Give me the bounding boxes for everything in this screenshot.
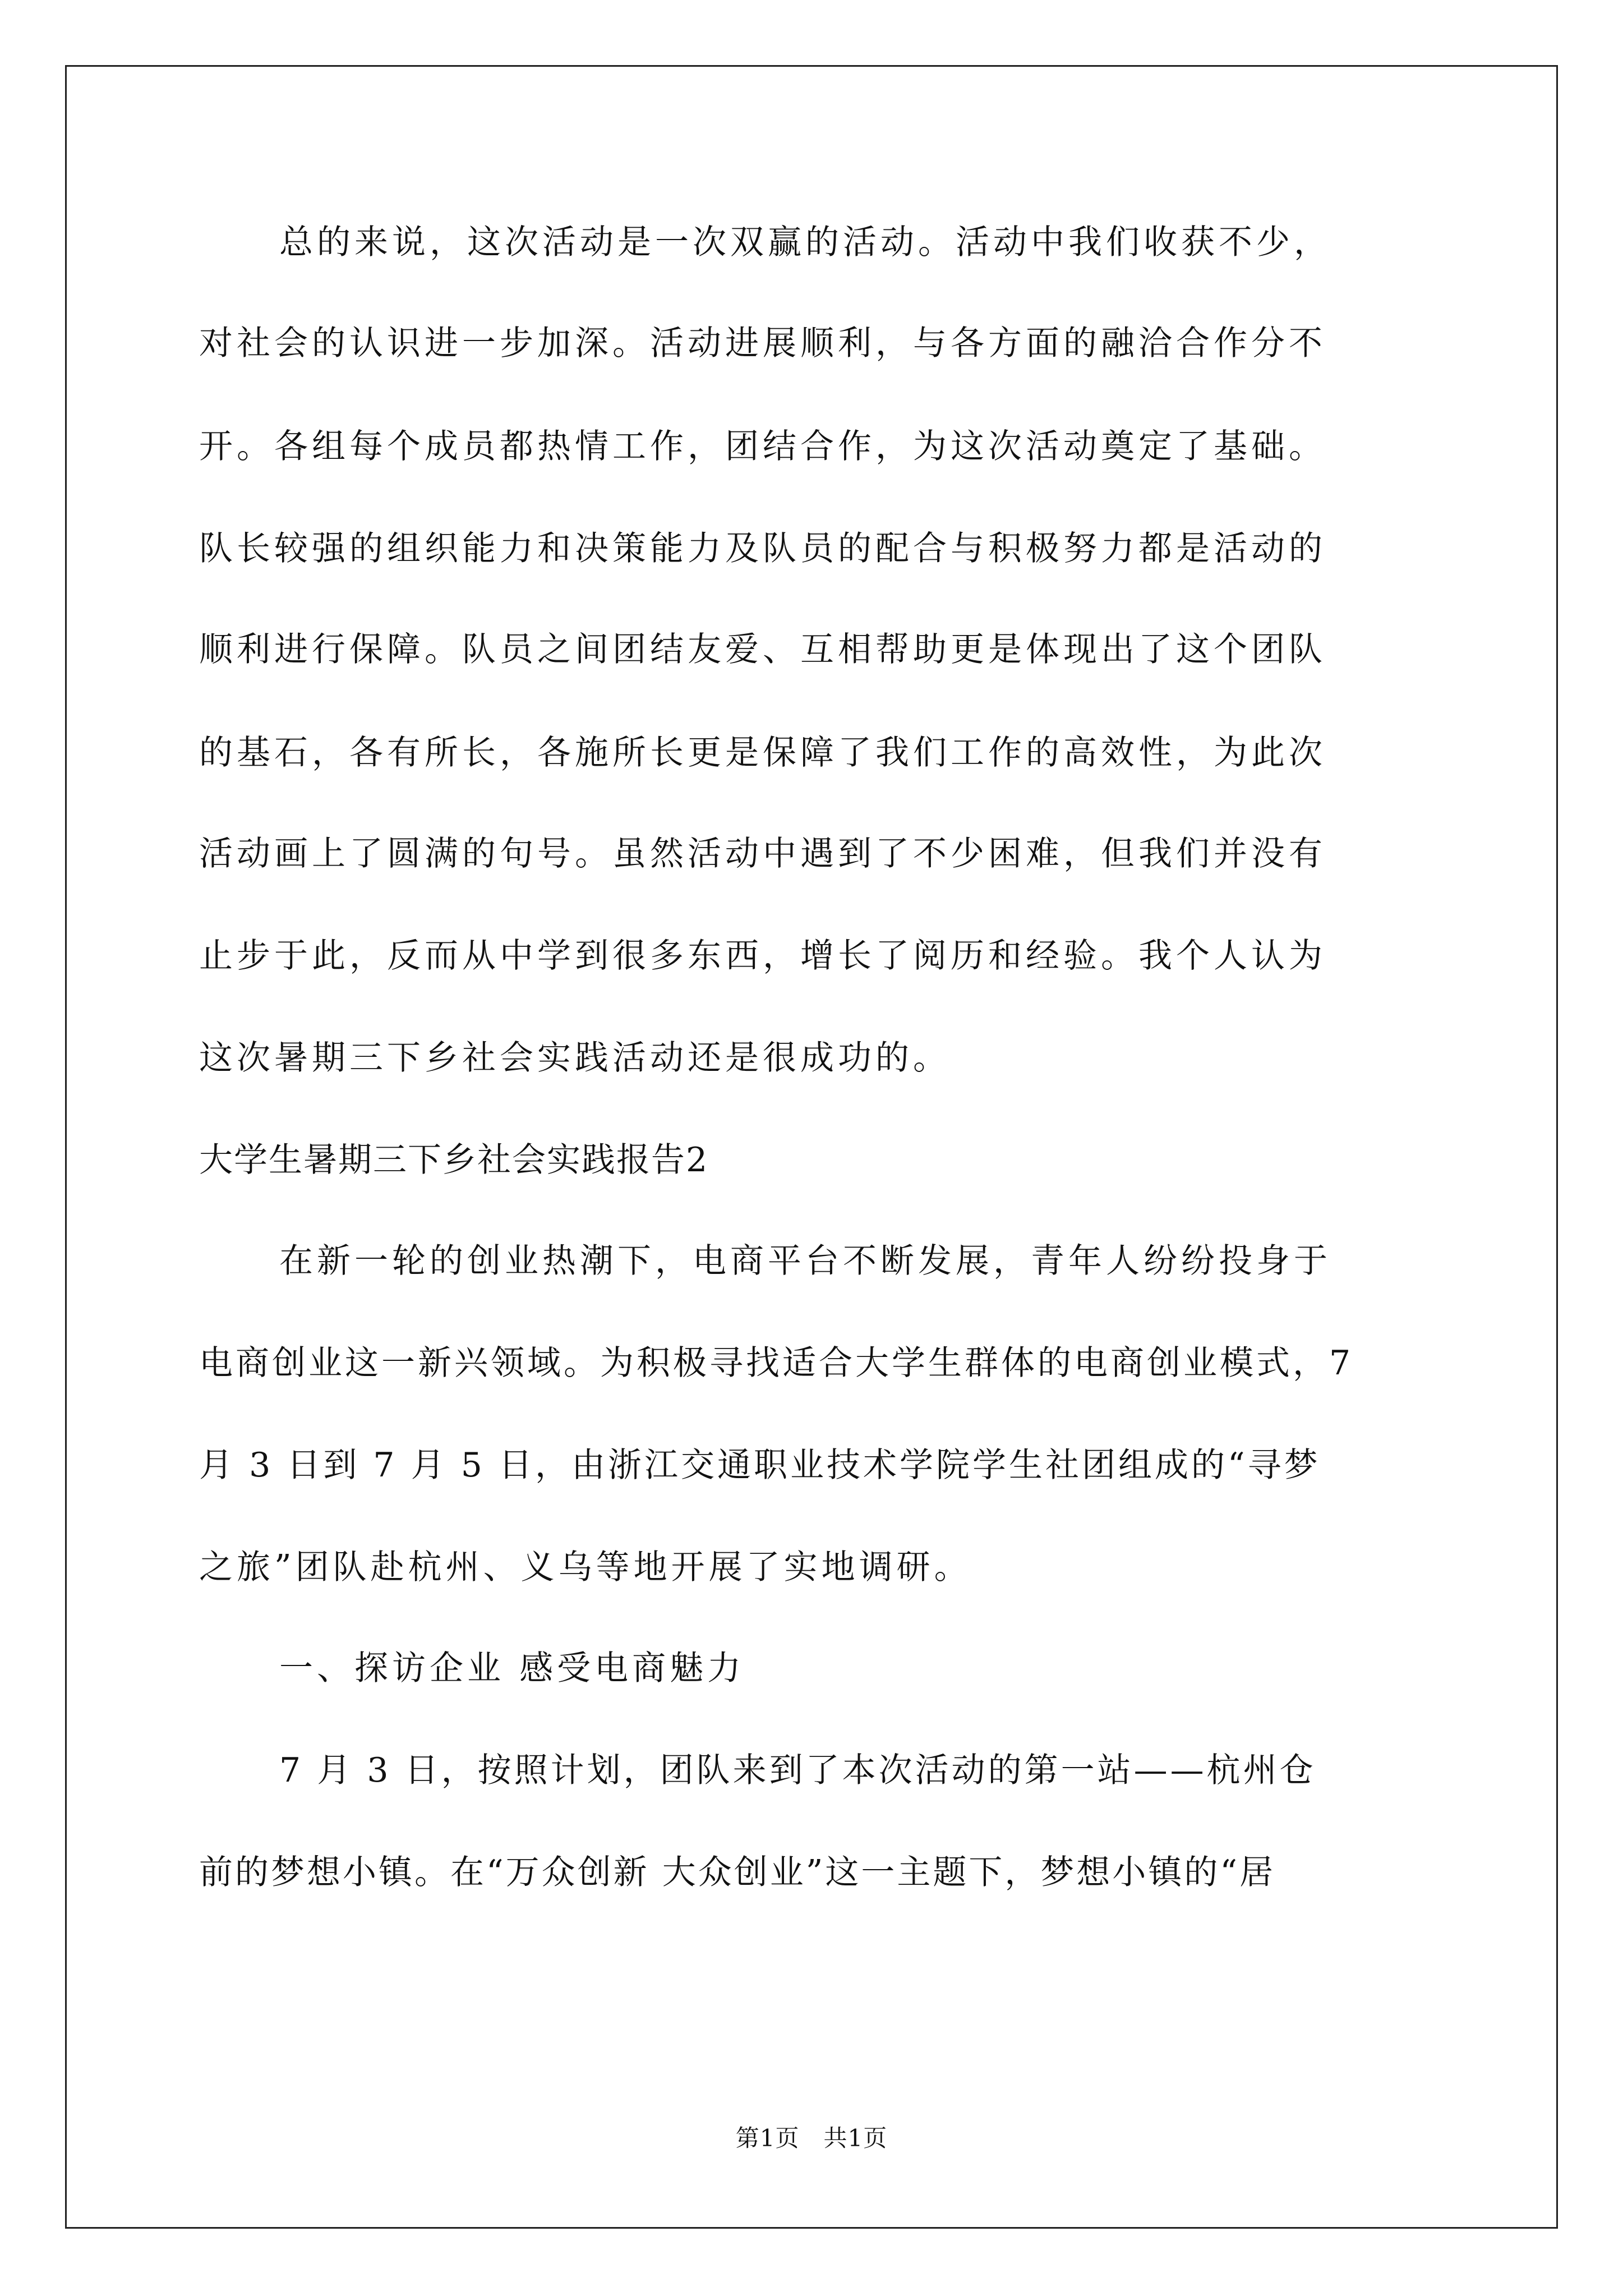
paragraph-2-line-1: 在新一轮的创业热潮下，电商平台不断发展，青年人纷纷投身于	[279, 1241, 1331, 1281]
paragraph-2-line-2: 电商创业这一新兴领域。为积极寻找适合大学生群体的电商创业模式，7	[199, 1343, 1354, 1383]
paragraph-1-line-3: 开。各组每个成员都热情工作，团结合作，为这次活动奠定了基础。	[199, 427, 1326, 466]
paragraph-3-line-1: 7 月 3 日，按照计划，团队来到了本次活动的第一站——杭州仓	[279, 1751, 1316, 1790]
paragraph-1-line-4: 队长较强的组织能力和决策能力及队员的配合与积极努力都是活动的	[199, 529, 1326, 568]
paragraph-1-line-8: 止步于此，反而从中学到很多东西，增长了阅历和经验。我个人认为	[199, 936, 1326, 976]
paragraph-1-line-7: 活动画上了圆满的句号。虽然活动中遇到了不少困难，但我们并没有	[199, 834, 1326, 873]
paragraph-3-line-2: 前的梦想小镇。在“万众创新 大众创业”这一主题下，梦想小镇的“居	[199, 1853, 1276, 1892]
paragraph-1-line-1: 总的来说，这次活动是一次双赢的活动。活动中我们收获不少，	[279, 223, 1331, 262]
paragraph-1-line-5: 顺利进行保障。队员之间团结友爱、互相帮助更是体现出了这个团队	[199, 630, 1326, 669]
paragraph-1-line-9: 这次暑期三下乡社会实践活动还是很成功的。	[199, 1038, 951, 1078]
page-footer: 第1页 共1页	[735, 2124, 888, 2152]
paragraph-1-line-6: 的基石，各有所长，各施所长更是保障了我们工作的高效性，为此次	[199, 733, 1326, 772]
paragraph-2-line-4: 之旅”团队赴杭州、义乌等地开展了实地调研。	[199, 1548, 972, 1587]
paragraph-1-line-2: 对社会的认识进一步加深。活动进展顺利，与各方面的融洽合作分不	[199, 324, 1326, 363]
subheading-1: 一、探访企业 感受电商魅力	[279, 1649, 745, 1688]
paragraph-2-line-3: 月 3 日到 7 月 5 日，由浙江交通职业技术学院学生社团组成的“寻梦	[199, 1446, 1321, 1485]
section-title: 大学生暑期三下乡社会实践报告2	[199, 1140, 709, 1180]
